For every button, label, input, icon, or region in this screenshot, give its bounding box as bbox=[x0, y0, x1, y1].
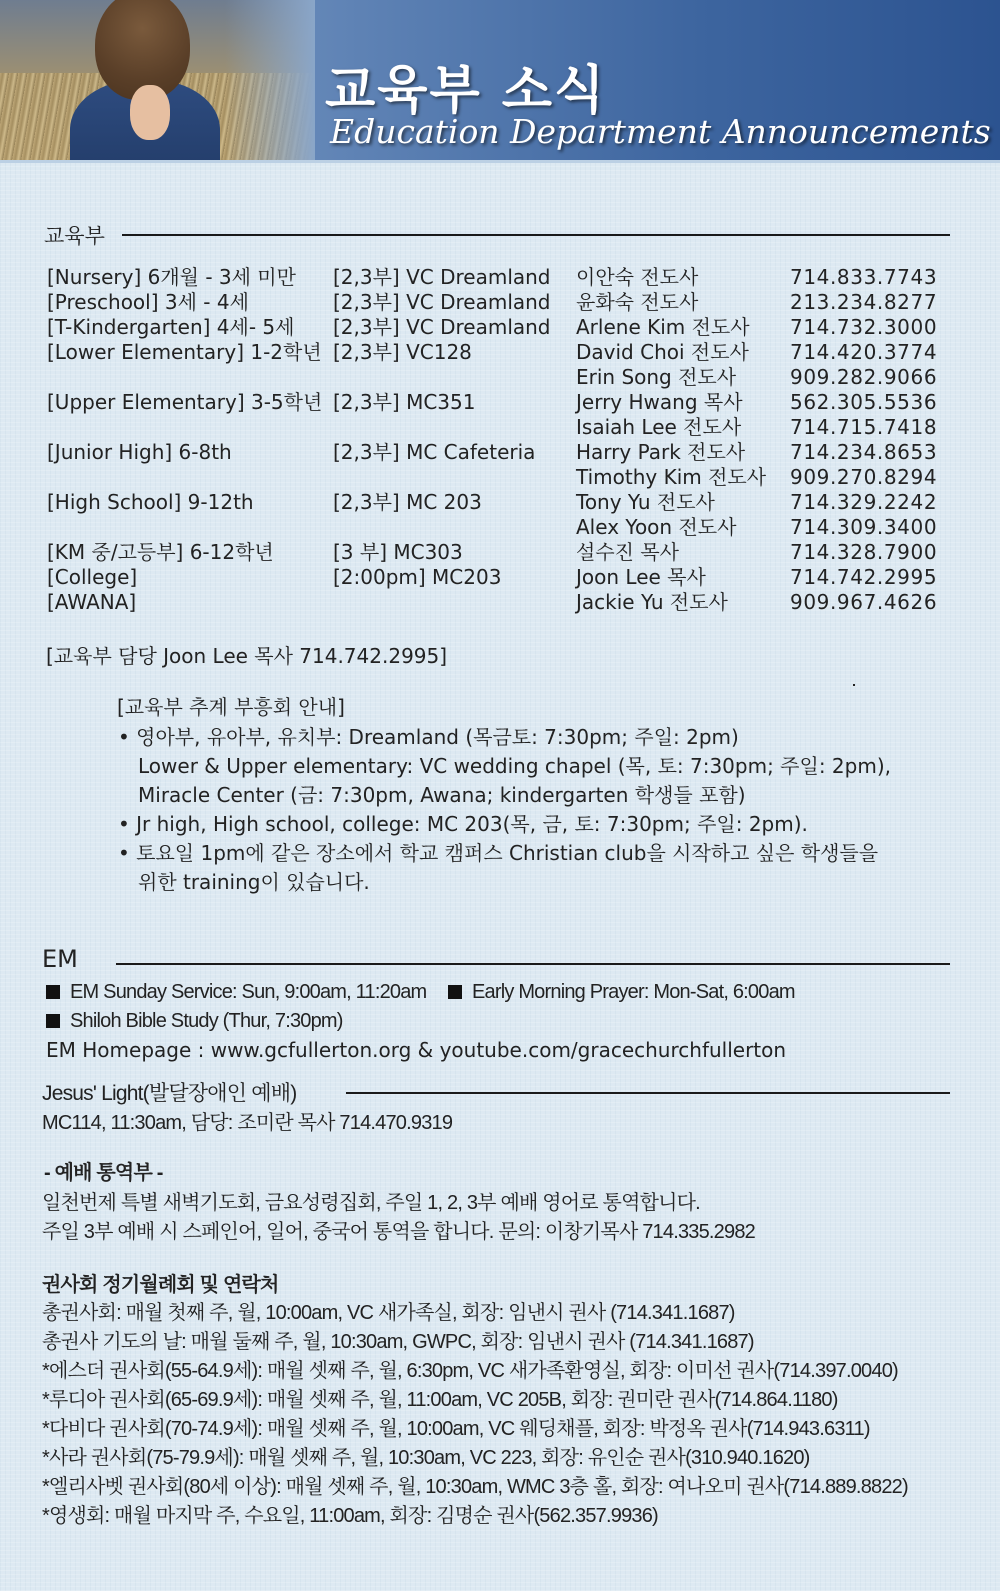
education-phone: 909.270.8294 bbox=[790, 465, 938, 489]
education-phone: 562.305.5536 bbox=[790, 390, 938, 414]
deaconess-line: 총권사 기도의 날: 매월 둘째 주, 월, 10:30am, GWPC, 회장: 임낸시 권사 (714.341.1687) bbox=[42, 1331, 754, 1353]
revival-line: Lower & Upper elementary: VC wedding chapel (목, 토: 7:30pm; 주일: 2pm), bbox=[138, 754, 891, 778]
page-title: 교육부 소식 bbox=[325, 61, 607, 121]
interpretation-heading: - 예배 통역부 - bbox=[44, 1162, 163, 1184]
square-bullet-icon bbox=[46, 985, 60, 999]
revival-title: [교육부 추계 부흥회 안내] bbox=[117, 695, 345, 719]
jesus-light-info: MC114, 11:30am, 담당: 조미란 목사 714.470.9319 bbox=[42, 1112, 453, 1134]
education-location: [2,3부] MC 203 bbox=[333, 490, 482, 514]
education-phone: 909.282.9066 bbox=[790, 365, 938, 389]
education-contact: 윤화숙 전도사 bbox=[576, 290, 699, 314]
education-location: [2,3부] VC Dreamland bbox=[333, 290, 551, 314]
education-contact: Joon Lee 목사 bbox=[576, 565, 706, 589]
square-bullet-icon bbox=[448, 985, 462, 999]
em-prayer: Early Morning Prayer: Mon-Sat, 6:00am bbox=[448, 980, 795, 1005]
education-phone: 714.328.7900 bbox=[790, 540, 938, 564]
deaconess-heading: 권사회 정기월례회 및 연락처 bbox=[42, 1274, 279, 1296]
education-contact: David Choi 전도사 bbox=[576, 340, 749, 364]
revival-line: • Jr high, High school, college: MC 203(목, 금, 토: 7:30pm; 주일: 2pm). bbox=[118, 812, 808, 836]
jesus-light-heading: Jesus' Light(발달장애인 예배) bbox=[42, 1082, 297, 1105]
education-location: [2,3부] MC Cafeteria bbox=[333, 440, 536, 464]
revival-line: • 영아부, 유아부, 유치부: Dreamland (목금토: 7:30pm; 주일: 2pm) bbox=[118, 725, 739, 749]
education-phone: 714.742.2995 bbox=[790, 565, 938, 589]
deaconess-line: *다비다 권사회(70-74.9세): 매월 셋째 주, 월, 10:00am, VC 웨딩채플, 회장: 박정옥 권사(714.943.6311) bbox=[42, 1418, 870, 1440]
deaconess-line: *엘리사벳 권사회(80세 이상): 매월 셋째 주, 월, 10:30am, WMC 3층 홀, 회장: 여나오미 권사(714.889.8822) bbox=[42, 1476, 908, 1498]
deaconess-line: 총권사회: 매월 첫째 주, 월, 10:00am, VC 새가족실, 회장: 임낸시 권사 (714.341.1687) bbox=[42, 1302, 735, 1324]
education-program: [AWANA] bbox=[47, 590, 137, 614]
page-subtitle: Education Department Announcements bbox=[330, 112, 991, 151]
education-program: [Preschool] 3세 - 4세 bbox=[47, 290, 249, 314]
education-phone: 714.234.8653 bbox=[790, 440, 938, 464]
education-phone: 213.234.8277 bbox=[790, 290, 938, 314]
education-location: [2,3부] VC Dreamland bbox=[333, 265, 551, 289]
education-contact: 이안숙 전도사 bbox=[576, 265, 699, 289]
em-service: EM Sunday Service: Sun, 9:00am, 11:20am bbox=[46, 980, 426, 1005]
education-contact: Jerry Hwang 목사 bbox=[576, 390, 743, 414]
education-phone: 714.833.7743 bbox=[790, 265, 938, 289]
education-contact: Arlene Kim 전도사 bbox=[576, 315, 750, 339]
education-contact: Jackie Yu 전도사 bbox=[576, 590, 728, 614]
square-bullet-icon bbox=[46, 1014, 60, 1028]
education-location: [2,3부] MC351 bbox=[333, 390, 476, 414]
education-contact: Alex Yoon 전도사 bbox=[576, 515, 737, 539]
deaconess-line: *에스더 권사회(55-64.9세): 매월 셋째 주, 월, 6:30pm, VC 새가족환영실, 회장: 이미선 권사(714.397.0040) bbox=[42, 1360, 898, 1382]
deaconess-line: *사라 권사회(75-79.9세): 매월 셋째 주, 월, 10:30am, VC 223, 회장: 유인순 권사(310.940.1620) bbox=[42, 1447, 810, 1469]
education-contact: Tony Yu 전도사 bbox=[576, 490, 715, 514]
education-program: [Nursery] 6개월 - 3세 미만 bbox=[47, 265, 296, 289]
education-contact: Harry Park 전도사 bbox=[576, 440, 746, 464]
education-heading: 교육부 bbox=[44, 224, 105, 248]
education-program: [KM 중/고등부] 6-12학년 bbox=[47, 540, 274, 564]
education-program: [Junior High] 6-8th bbox=[47, 440, 232, 464]
education-phone: 714.309.3400 bbox=[790, 515, 938, 539]
header-banner bbox=[0, 0, 1000, 163]
em-homepage: EM Homepage : www.gcfullerton.org & youtube.com/gracechurchfullerton bbox=[46, 1038, 787, 1062]
interpretation-line: 주일 3부 예배 시 스페인어, 일어, 중국어 통역을 합니다. 문의: 이창기목사 714.335.2982 bbox=[42, 1221, 755, 1243]
jesus-light-divider bbox=[346, 1092, 950, 1094]
education-phone: 909.967.4626 bbox=[790, 590, 938, 614]
education-location: [2,3부] VC128 bbox=[333, 340, 472, 364]
deaconess-line: *루디아 권사회(65-69.9세): 매월 셋째 주, 월, 11:00am, VC 205B, 회장: 권미란 권사(714.864.1180) bbox=[42, 1389, 838, 1411]
education-contact: Erin Song 전도사 bbox=[576, 365, 737, 389]
education-program: [Lower Elementary] 1-2학년 bbox=[47, 340, 322, 364]
education-program: [T-Kindergarten] 4세- 5세 bbox=[47, 315, 295, 339]
praying-child-photo bbox=[0, 0, 315, 163]
education-divider bbox=[122, 234, 950, 236]
education-contact: 설수진 목사 bbox=[576, 540, 679, 564]
deaconess-line: *영생회: 매월 마지막 주, 수요일, 11:00am, 회장: 김명순 권사(562.357.9936) bbox=[42, 1505, 658, 1527]
education-program: [College] bbox=[47, 565, 138, 589]
education-location: [2,3부] VC Dreamland bbox=[333, 315, 551, 339]
education-phone: 714.715.7418 bbox=[790, 415, 938, 439]
education-location: [2:00pm] MC203 bbox=[333, 565, 502, 589]
education-contact: Timothy Kim 전도사 bbox=[576, 465, 767, 489]
education-phone: 714.329.2242 bbox=[790, 490, 938, 514]
education-program: [High School] 9-12th bbox=[47, 490, 254, 514]
interpretation-line: 일천번제 특별 새벽기도회, 금요성령집회, 주일 1, 2, 3부 예배 영어로 통역합니다. bbox=[42, 1192, 700, 1214]
revival-line: Miracle Center (금: 7:30pm, Awana; kindergarten 학생들 포함) bbox=[138, 783, 746, 807]
education-program: [Upper Elementary] 3-5학년 bbox=[47, 390, 323, 414]
em-bible-study: Shiloh Bible Study (Thur, 7:30pm) bbox=[46, 1009, 343, 1034]
education-director: [교육부 담당 Joon Lee 목사 714.742.2995] bbox=[46, 644, 448, 668]
em-heading: EM bbox=[42, 945, 78, 973]
education-location: [3 부] MC303 bbox=[333, 540, 463, 564]
education-contact: Isaiah Lee 전도사 bbox=[576, 415, 742, 439]
revival-line: • 토요일 1pm에 같은 장소에서 학교 캠퍼스 Christian club을 시작하고 싶은 학생들을 bbox=[118, 841, 879, 865]
em-divider bbox=[116, 963, 950, 965]
revival-line: 위한 training이 있습니다. bbox=[138, 870, 370, 894]
education-phone: 714.732.3000 bbox=[790, 315, 938, 339]
education-phone: 714.420.3774 bbox=[790, 340, 938, 364]
